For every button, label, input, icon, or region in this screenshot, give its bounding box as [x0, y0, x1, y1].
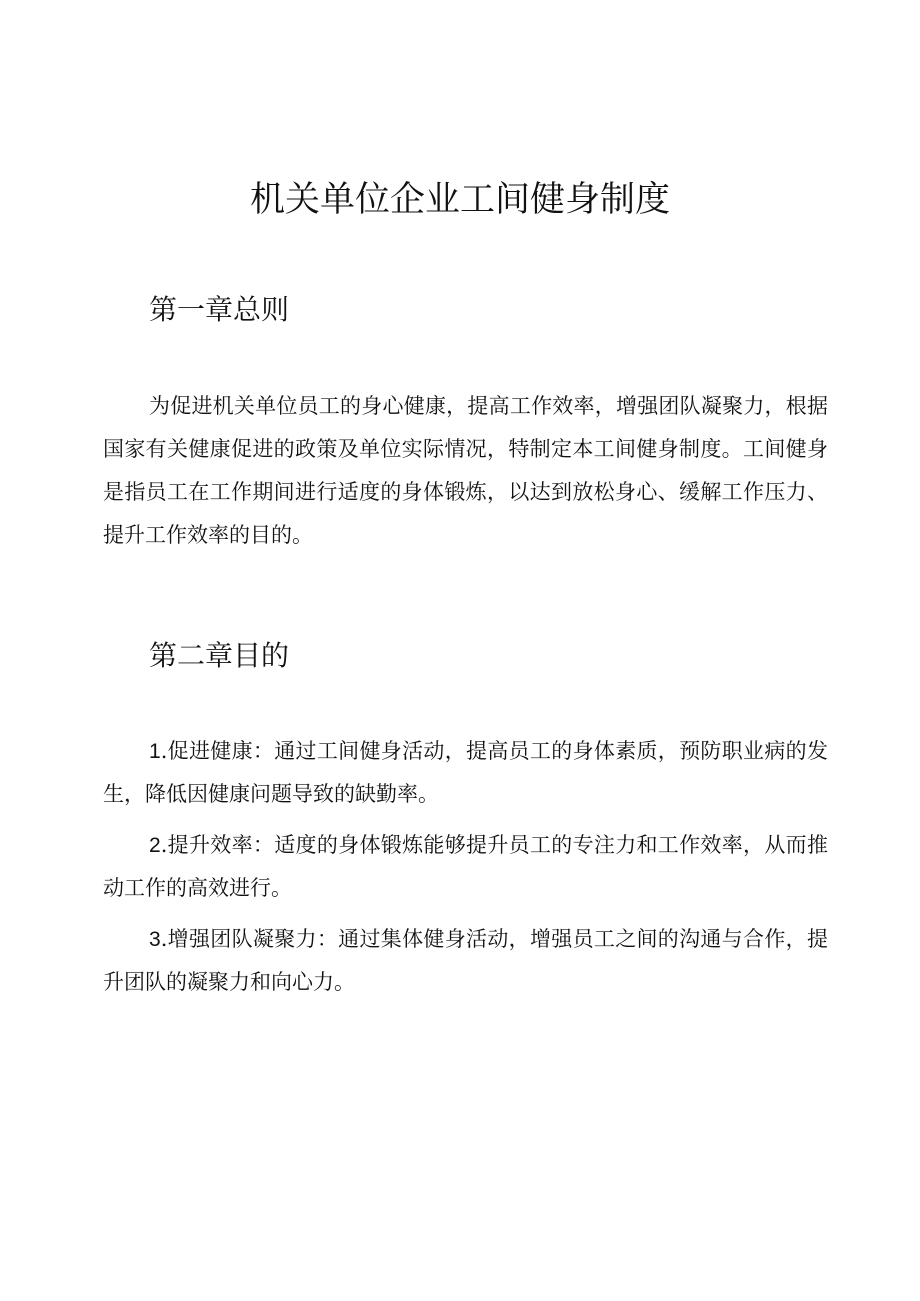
- chapter-2-heading: 第二章目的: [149, 639, 290, 672]
- list-item-1-text: .促进健康：通过工间健身活动，提高员工的身体素质，预防职业病的发生，降低因健康问题导致的缺勤率。: [103, 739, 828, 806]
- list-item-3-number: 3: [149, 928, 161, 951]
- list-item-3-text: .增强团队凝聚力：通过集体健身活动，增强员工之间的沟通与合作，提升团队的凝聚力和向心力。: [103, 927, 828, 994]
- chapter-1-paragraph: 为促进机关单位员工的身心健康，提高工作效率，增强团队凝聚力，根据国家有关健康促进的政策及单位实际情况，特制定本工间健身制度。工间健身是指员工在工作期间进行适度的身体锻炼，以达到放松身心、缓解工作压力、提升工作效率的目的。: [103, 394, 828, 547]
- list-item-3: [103, 918, 828, 1004]
- list-item-2-number: 2: [149, 834, 161, 857]
- list-item-2: [103, 824, 828, 910]
- list-item-1-number: 1: [149, 740, 161, 763]
- chapter-1-heading: 第一章总则: [149, 293, 290, 326]
- list-item-1: [103, 730, 828, 816]
- list-item-2-text: .提升效率：适度的身体锻炼能够提升员工的专注力和工作效率，从而推动工作的高效进行。: [103, 833, 828, 900]
- document-title: 机关单位企业工间健身制度: [249, 180, 670, 220]
